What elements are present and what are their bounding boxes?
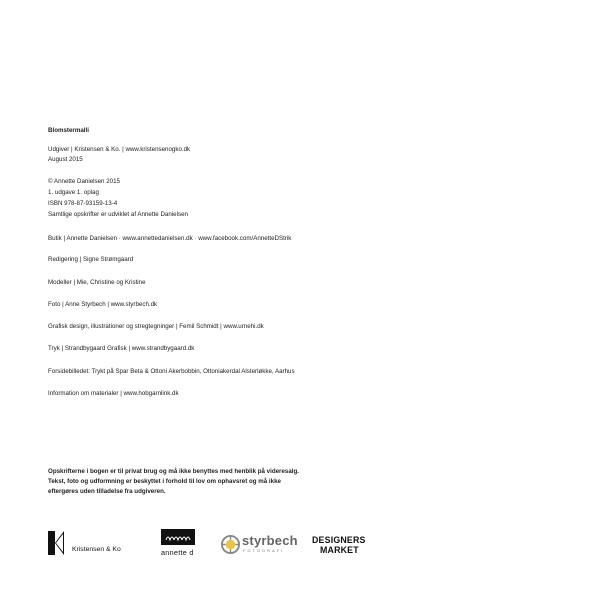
design-line: Grafisk design, illustrationer og stregtegninger | Femil Schmidt | www.urnehi.dk [48, 323, 264, 330]
copyright-line: © Annette Danielsen 2015 [48, 178, 120, 185]
annette-d-logo-text: annette d [161, 548, 194, 557]
print-line: Tryk | Strandbygaard Grafisk | www.strandbygaard.dk [48, 345, 195, 352]
styrbech-logo-subtext: FOTOGRAFI [243, 548, 285, 553]
rights-note: Samtlige opskrifter er udviklet af Annette Danielsen [48, 211, 188, 218]
editing-line: Redigering | Signe Strømgaard [48, 256, 134, 263]
notice-line-3: eftergøres uden tilladelse fra udgiveren. [48, 488, 166, 495]
models-line: Modeller | Mie, Christine og Kristine [48, 279, 146, 286]
styrbech-logo [221, 533, 296, 555]
book-title: Blomstermalli [48, 127, 89, 134]
notice-line-1: Opskrifterne i bogen er til privat brug og må ikke benyttes med henblik på videresalg. [48, 468, 300, 475]
designers-logo-line2: MARKET [320, 545, 359, 555]
designers-market-logo [312, 535, 376, 557]
aperture-icon [221, 535, 240, 554]
isbn-line: ISBN 978-87-93159-13-4 [48, 200, 118, 207]
kristensen-logo [48, 531, 158, 555]
annette-d-mark-icon [161, 529, 195, 545]
printing-line: 1. udgave 1. oplag [48, 189, 99, 196]
kristensen-logo-text: Kristensen & Ko [72, 546, 121, 553]
photo-line: Foto | Anne Styrbech | www.styrbech.dk [48, 301, 158, 308]
shop-line: Butik | Annette Danielsen · www.annettedanielsen.dk · www.facebook.com/AnnetteDStrik [48, 235, 292, 242]
publisher-line: Udgiver | Kristensen & Ko. | www.kristensenogko.dk [48, 146, 191, 153]
kristensen-k-icon [48, 531, 64, 555]
cover-font-line: Forsidebilledet: Trykt på Spar Beta & Ottoni Akerbobbin, Ottoniakerdal Alsterløkke, Aarhus [48, 368, 295, 375]
edition-date: August 2015 [48, 156, 83, 163]
annette-d-logo [161, 529, 201, 557]
designers-logo-line1: DESIGNERS [312, 535, 366, 545]
materials-line: Information om materialer | www.hobgarnlink.dk [48, 390, 179, 397]
styrbech-logo-text: styrbech [242, 533, 298, 548]
copyright-notice [48, 467, 348, 497]
notice-line-2: Tekst, foto og udformning er beskyttet i forhold til lov om ophavsret og må ikke [48, 478, 281, 485]
